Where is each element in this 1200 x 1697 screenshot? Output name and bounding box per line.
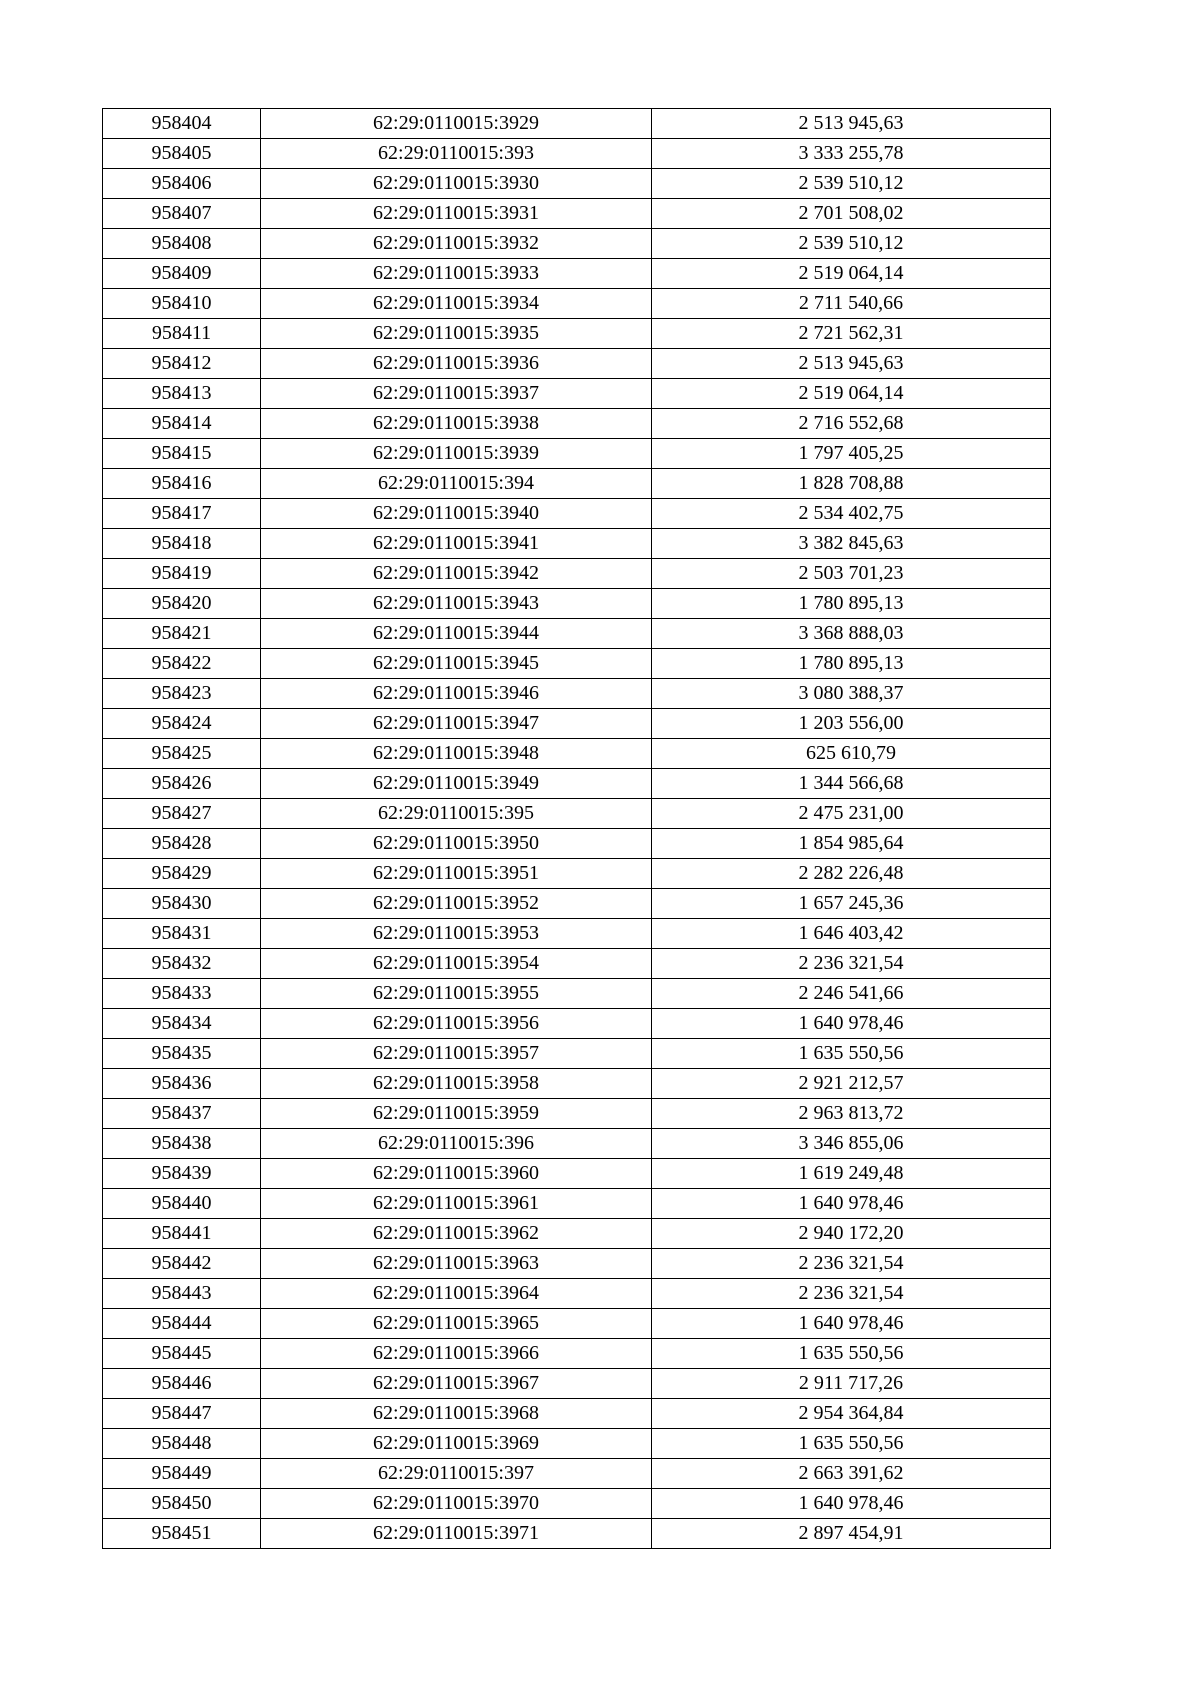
- cadastral-value-cell: 2 539 510,12: [652, 169, 1051, 199]
- cadastral-value-cell: 625 610,79: [652, 739, 1051, 769]
- row-number-cell: 958437: [103, 1099, 261, 1129]
- table-row: [103, 1339, 1051, 1369]
- cadastral-value-cell: 2 911 717,26: [652, 1369, 1051, 1399]
- cadastral-value-cell: 2 663 391,62: [652, 1459, 1051, 1489]
- table-row: [103, 649, 1051, 679]
- row-number-cell: 958424: [103, 709, 261, 739]
- cadastral-number-cell: 62:29:0110015:3968: [261, 1399, 652, 1429]
- table-row: [103, 799, 1051, 829]
- cadastral-number-cell: 62:29:0110015:3941: [261, 529, 652, 559]
- row-number-cell: 958413: [103, 379, 261, 409]
- cadastral-value-cell: 2 711 540,66: [652, 289, 1051, 319]
- cadastral-value-cell: 1 203 556,00: [652, 709, 1051, 739]
- table-row: [103, 859, 1051, 889]
- cadastral-value-cell: 2 721 562,31: [652, 319, 1051, 349]
- cadastral-value-cell: 2 519 064,14: [652, 259, 1051, 289]
- cadastral-value-cell: 2 963 813,72: [652, 1099, 1051, 1129]
- cadastral-number-cell: 62:29:0110015:394: [261, 469, 652, 499]
- row-number-cell: 958410: [103, 289, 261, 319]
- table-row: [103, 1159, 1051, 1189]
- table-row: [103, 499, 1051, 529]
- cadastral-number-cell: 62:29:0110015:3932: [261, 229, 652, 259]
- row-number-cell: 958434: [103, 1009, 261, 1039]
- table-row: [103, 919, 1051, 949]
- row-number-cell: 958450: [103, 1489, 261, 1519]
- cadastral-number-cell: 62:29:0110015:3942: [261, 559, 652, 589]
- table-row: [103, 739, 1051, 769]
- cadastral-number-cell: 62:29:0110015:395: [261, 799, 652, 829]
- cadastral-number-cell: 62:29:0110015:3949: [261, 769, 652, 799]
- row-number-cell: 958451: [103, 1519, 261, 1549]
- cadastral-number-cell: 62:29:0110015:3946: [261, 679, 652, 709]
- row-number-cell: 958414: [103, 409, 261, 439]
- cadastral-value-cell: 1 646 403,42: [652, 919, 1051, 949]
- table-row: [103, 319, 1051, 349]
- cadastral-value-cell: 2 236 321,54: [652, 949, 1051, 979]
- table-row: [103, 589, 1051, 619]
- cadastral-number-cell: 62:29:0110015:3930: [261, 169, 652, 199]
- table-row: [103, 1309, 1051, 1339]
- cadastral-value-cell: 1 344 566,68: [652, 769, 1051, 799]
- cadastral-value-cell: 1 640 978,46: [652, 1489, 1051, 1519]
- cadastral-value-cell: 3 080 388,37: [652, 679, 1051, 709]
- cadastral-number-cell: 62:29:0110015:397: [261, 1459, 652, 1489]
- cadastral-value-cell: 1 640 978,46: [652, 1189, 1051, 1219]
- cadastral-value-cell: 1 854 985,64: [652, 829, 1051, 859]
- cadastral-value-cell: 1 657 245,36: [652, 889, 1051, 919]
- table-row: [103, 1279, 1051, 1309]
- row-number-cell: 958404: [103, 109, 261, 139]
- cadastral-number-cell: 62:29:0110015:3960: [261, 1159, 652, 1189]
- cadastral-value-cell: 2 282 226,48: [652, 859, 1051, 889]
- row-number-cell: 958420: [103, 589, 261, 619]
- cadastral-value-cell: 2 513 945,63: [652, 109, 1051, 139]
- table-row: [103, 349, 1051, 379]
- table-row: [103, 769, 1051, 799]
- cadastral-number-cell: 62:29:0110015:3943: [261, 589, 652, 619]
- cadastral-number-cell: 62:29:0110015:3964: [261, 1279, 652, 1309]
- row-number-cell: 958445: [103, 1339, 261, 1369]
- cadastral-number-cell: 62:29:0110015:3963: [261, 1249, 652, 1279]
- table-row: [103, 709, 1051, 739]
- cadastral-value-cell: 2 701 508,02: [652, 199, 1051, 229]
- table-row: [103, 1009, 1051, 1039]
- row-number-cell: 958443: [103, 1279, 261, 1309]
- cadastral-value-cell: 3 382 845,63: [652, 529, 1051, 559]
- cadastral-number-cell: 62:29:0110015:396: [261, 1129, 652, 1159]
- table-row: [103, 109, 1051, 139]
- cadastral-number-cell: 62:29:0110015:3967: [261, 1369, 652, 1399]
- cadastral-number-cell: 62:29:0110015:3940: [261, 499, 652, 529]
- row-number-cell: 958406: [103, 169, 261, 199]
- row-number-cell: 958431: [103, 919, 261, 949]
- cadastral-number-cell: 62:29:0110015:3936: [261, 349, 652, 379]
- table-row: [103, 1249, 1051, 1279]
- row-number-cell: 958446: [103, 1369, 261, 1399]
- row-number-cell: 958428: [103, 829, 261, 859]
- row-number-cell: 958430: [103, 889, 261, 919]
- table-row: [103, 619, 1051, 649]
- cadastral-number-cell: 62:29:0110015:3966: [261, 1339, 652, 1369]
- table-row: [103, 169, 1051, 199]
- cadastral-number-cell: 62:29:0110015:3929: [261, 109, 652, 139]
- cadastral-number-cell: 62:29:0110015:3971: [261, 1519, 652, 1549]
- row-number-cell: 958412: [103, 349, 261, 379]
- table-row: [103, 1039, 1051, 1069]
- row-number-cell: 958448: [103, 1429, 261, 1459]
- row-number-cell: 958415: [103, 439, 261, 469]
- table-row: [103, 1459, 1051, 1489]
- cadastral-number-cell: 62:29:0110015:3934: [261, 289, 652, 319]
- table-row: [103, 1099, 1051, 1129]
- cadastral-number-cell: 62:29:0110015:3952: [261, 889, 652, 919]
- cadastral-number-cell: 62:29:0110015:3956: [261, 1009, 652, 1039]
- row-number-cell: 958441: [103, 1219, 261, 1249]
- cadastral-value-cell: 1 640 978,46: [652, 1009, 1051, 1039]
- cadastral-number-cell: 62:29:0110015:3931: [261, 199, 652, 229]
- cadastral-value-cell: 1 828 708,88: [652, 469, 1051, 499]
- cadastral-value-cell: 3 346 855,06: [652, 1129, 1051, 1159]
- row-number-cell: 958436: [103, 1069, 261, 1099]
- row-number-cell: 958438: [103, 1129, 261, 1159]
- cadastral-number-cell: 62:29:0110015:3970: [261, 1489, 652, 1519]
- table-row: [103, 1219, 1051, 1249]
- cadastral-value-cell: 2 897 454,91: [652, 1519, 1051, 1549]
- cadastral-value-cell: 2 513 945,63: [652, 349, 1051, 379]
- cadastral-value-cell: 3 333 255,78: [652, 139, 1051, 169]
- row-number-cell: 958411: [103, 319, 261, 349]
- row-number-cell: 958432: [103, 949, 261, 979]
- cadastral-number-cell: 62:29:0110015:3953: [261, 919, 652, 949]
- table-row: [103, 229, 1051, 259]
- table-row: [103, 1429, 1051, 1459]
- row-number-cell: 958407: [103, 199, 261, 229]
- table-row: [103, 979, 1051, 1009]
- row-number-cell: 958422: [103, 649, 261, 679]
- table-row: [103, 1369, 1051, 1399]
- row-number-cell: 958409: [103, 259, 261, 289]
- cadastral-number-cell: 62:29:0110015:3951: [261, 859, 652, 889]
- cadastral-value-cell: 2 236 321,54: [652, 1279, 1051, 1309]
- cadastral-value-cell: 2 940 172,20: [652, 1219, 1051, 1249]
- cadastral-value-cell: 1 797 405,25: [652, 439, 1051, 469]
- cadastral-number-cell: 62:29:0110015:3954: [261, 949, 652, 979]
- table-row: [103, 829, 1051, 859]
- table-row: [103, 1189, 1051, 1219]
- row-number-cell: 958418: [103, 529, 261, 559]
- table-row: [103, 559, 1051, 589]
- row-number-cell: 958423: [103, 679, 261, 709]
- cadastral-value-cell: 1 635 550,56: [652, 1429, 1051, 1459]
- table-row: [103, 949, 1051, 979]
- cadastral-number-cell: 62:29:0110015:3938: [261, 409, 652, 439]
- cadastral-value-cell: 1 640 978,46: [652, 1309, 1051, 1339]
- cadastral-value-cell: 2 534 402,75: [652, 499, 1051, 529]
- cadastral-value-cell: 2 519 064,14: [652, 379, 1051, 409]
- row-number-cell: 958442: [103, 1249, 261, 1279]
- table-row: [103, 1519, 1051, 1549]
- table-row: [103, 409, 1051, 439]
- row-number-cell: 958419: [103, 559, 261, 589]
- row-number-cell: 958417: [103, 499, 261, 529]
- cadastral-value-cell: 2 246 541,66: [652, 979, 1051, 1009]
- row-number-cell: 958433: [103, 979, 261, 1009]
- row-number-cell: 958416: [103, 469, 261, 499]
- row-number-cell: 958429: [103, 859, 261, 889]
- cadastral-value-cell: 1 635 550,56: [652, 1039, 1051, 1069]
- row-number-cell: 958421: [103, 619, 261, 649]
- cadastral-number-cell: 62:29:0110015:393: [261, 139, 652, 169]
- cadastral-number-cell: 62:29:0110015:3959: [261, 1099, 652, 1129]
- table-row: [103, 289, 1051, 319]
- row-number-cell: 958439: [103, 1159, 261, 1189]
- row-number-cell: 958440: [103, 1189, 261, 1219]
- table-row: [103, 139, 1051, 169]
- cadastral-number-cell: 62:29:0110015:3969: [261, 1429, 652, 1459]
- row-number-cell: 958405: [103, 139, 261, 169]
- cadastral-value-cell: 1 619 249,48: [652, 1159, 1051, 1189]
- cadastral-number-cell: 62:29:0110015:3950: [261, 829, 652, 859]
- cadastral-number-cell: 62:29:0110015:3948: [261, 739, 652, 769]
- cadastral-number-cell: 62:29:0110015:3935: [261, 319, 652, 349]
- table-row: [103, 1399, 1051, 1429]
- cadastral-number-cell: 62:29:0110015:3933: [261, 259, 652, 289]
- table-row: [103, 259, 1051, 289]
- cadastral-number-cell: 62:29:0110015:3939: [261, 439, 652, 469]
- table-row: [103, 889, 1051, 919]
- table-row: [103, 469, 1051, 499]
- cadastral-value-cell: 1 780 895,13: [652, 649, 1051, 679]
- table-row: [103, 1129, 1051, 1159]
- cadastral-value-cell: 3 368 888,03: [652, 619, 1051, 649]
- table-row: [103, 1489, 1051, 1519]
- row-number-cell: 958444: [103, 1309, 261, 1339]
- cadastral-number-cell: 62:29:0110015:3937: [261, 379, 652, 409]
- cadastral-value-cell: 2 921 212,57: [652, 1069, 1051, 1099]
- cadastral-value-cell: 2 716 552,68: [652, 409, 1051, 439]
- table-row: [103, 1069, 1051, 1099]
- row-number-cell: 958425: [103, 739, 261, 769]
- cadastral-number-cell: 62:29:0110015:3958: [261, 1069, 652, 1099]
- table-row: [103, 199, 1051, 229]
- cadastral-value-table: [102, 108, 1051, 1549]
- cadastral-number-cell: 62:29:0110015:3944: [261, 619, 652, 649]
- row-number-cell: 958408: [103, 229, 261, 259]
- cadastral-number-cell: 62:29:0110015:3961: [261, 1189, 652, 1219]
- cadastral-value-cell: 2 954 364,84: [652, 1399, 1051, 1429]
- table-row: [103, 379, 1051, 409]
- table-row: [103, 529, 1051, 559]
- cadastral-number-cell: 62:29:0110015:3947: [261, 709, 652, 739]
- row-number-cell: 958449: [103, 1459, 261, 1489]
- cadastral-number-cell: 62:29:0110015:3957: [261, 1039, 652, 1069]
- cadastral-number-cell: 62:29:0110015:3965: [261, 1309, 652, 1339]
- cadastral-value-cell: 2 236 321,54: [652, 1249, 1051, 1279]
- row-number-cell: 958426: [103, 769, 261, 799]
- table-row: [103, 439, 1051, 469]
- cadastral-value-cell: 2 475 231,00: [652, 799, 1051, 829]
- cadastral-value-cell: 2 503 701,23: [652, 559, 1051, 589]
- table-body: [103, 109, 1051, 1549]
- cadastral-number-cell: 62:29:0110015:3955: [261, 979, 652, 1009]
- cadastral-number-cell: 62:29:0110015:3945: [261, 649, 652, 679]
- row-number-cell: 958447: [103, 1399, 261, 1429]
- row-number-cell: 958427: [103, 799, 261, 829]
- cadastral-value-cell: 1 635 550,56: [652, 1339, 1051, 1369]
- table-row: [103, 679, 1051, 709]
- cadastral-value-cell: 1 780 895,13: [652, 589, 1051, 619]
- cadastral-value-cell: 2 539 510,12: [652, 229, 1051, 259]
- cadastral-number-cell: 62:29:0110015:3962: [261, 1219, 652, 1249]
- row-number-cell: 958435: [103, 1039, 261, 1069]
